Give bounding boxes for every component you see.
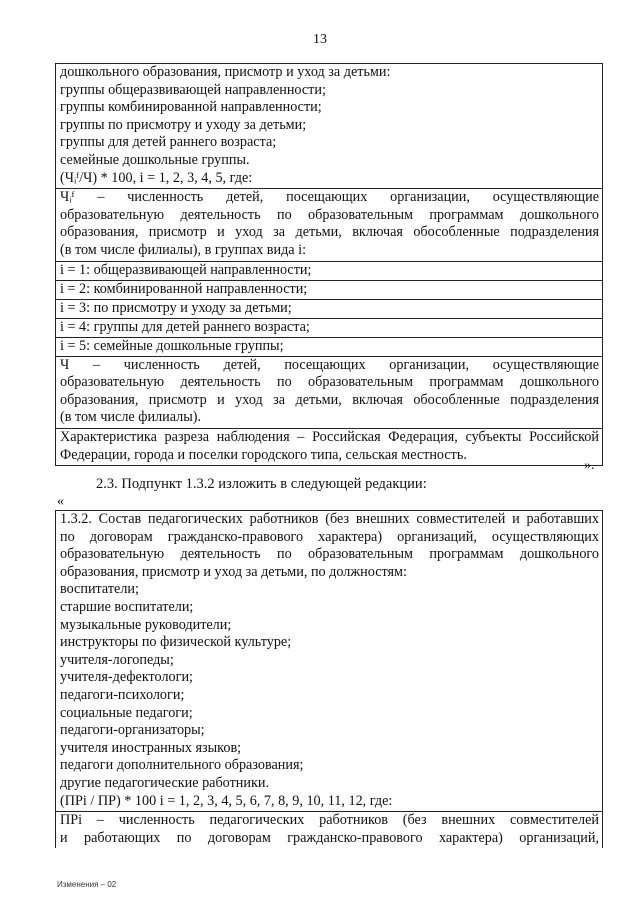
position-item: учителя-дефектологи; [60, 669, 193, 686]
subheading: 2.3. Подпункт 1.3.2 изложить в следующей редакции: [96, 476, 427, 492]
group-item: i = 2: комбинированной направленности; [56, 280, 602, 299]
definition-line: ПРi – численность педагогических работников (без внешних совместителей [60, 812, 599, 829]
intro-line: образования, присмотр и уход за детьми, по должностям: [60, 563, 407, 580]
definition-line: образования, присмотр и уход за детьми, включая обособленные подразделения [60, 224, 599, 241]
definition-cell [56, 356, 602, 428]
heading-line: семейные дошкольные группы. [60, 151, 250, 168]
definition-line: образования, присмотр и уход за детьми, включая обособленные подразделения [60, 391, 599, 408]
characteristic-cell [56, 428, 602, 465]
closing-quote: ». [584, 458, 595, 473]
position-item: музыкальные руководители; [60, 616, 232, 633]
indicator-table-2 [55, 510, 603, 848]
definition-line: (в том числе филиалы), в группах вида i: [60, 241, 307, 258]
definition-line: образовательную деятельность по образовательным программам дошкольного [60, 374, 599, 391]
heading-line: группы для детей раннего возраста; [60, 134, 277, 151]
formula-line: (Чᵢᶠ/Ч) * 100, i = 1, 2, 3, 4, 5, где: [60, 169, 253, 186]
intro-line: 1.3.2. Состав педагогических работников (без внешних совместителей и работавших [60, 511, 599, 527]
definition-cell [56, 811, 602, 848]
heading-line: группы общеразвивающей направленности; [60, 81, 326, 98]
definition-line: (в том числе филиалы). [60, 409, 202, 426]
definition-line: Чᵢᶠ – численность детей, посещающих организации, осуществляющие [60, 189, 599, 206]
position-item: педагоги-психологи; [60, 686, 185, 703]
position-item: воспитатели; [60, 581, 139, 598]
heading-cell [56, 64, 602, 188]
characteristic-line: Федерации, города и поселки городского типа, сельская местность. [60, 446, 467, 463]
definition-line: Ч – численность детей, посещающих организации, осуществляющие [60, 356, 599, 373]
formula-line: (ПРi / ПР) * 100 i = 1, 2, 3, 4, 5, 6, 7, 8, 9, 10, 11, 12, где: [60, 792, 393, 809]
opening-quote: « [57, 494, 64, 509]
heading-line: дошкольного образования, присмотр и уход за детьми: [60, 64, 391, 80]
group-item: i = 1: общеразвивающей направленности; [56, 261, 602, 280]
position-item: учителя-логопеды; [60, 651, 174, 668]
position-item: педагоги дополнительного образования; [60, 757, 304, 774]
heading-line: группы по присмотру и уходу за детьми; [60, 116, 307, 133]
heading-line: группы комбинированной направленности; [60, 99, 322, 116]
group-item: i = 5: семейные дошкольные группы; [56, 337, 602, 356]
indicator-table-1 [55, 63, 603, 466]
intro-line: по договорам гражданско-правового характера) организаций, осуществляющих [60, 528, 599, 545]
position-item: старшие воспитатели; [60, 598, 194, 615]
group-item: i = 3: по присмотру и уходу за детьми; [56, 299, 602, 318]
characteristic-line: Характеристика разреза наблюдения – Российская Федерация, субъекты Российской [60, 428, 599, 445]
definition-cell [56, 188, 602, 260]
position-item: социальные педагоги; [60, 704, 193, 721]
position-item: инструкторы по физической культуре; [60, 634, 292, 651]
definition-line: образовательную деятельность по образовательным программам дошкольного [60, 206, 599, 223]
position-item: другие педагогические работники. [60, 774, 270, 791]
footer-revision: Изменения – 02 [57, 880, 117, 889]
intro-line: образовательную деятельность по образовательным программам дошкольного [60, 546, 599, 563]
group-item: i = 4: группы для детей раннего возраста; [56, 318, 602, 337]
position-item: педагоги-организаторы; [60, 722, 205, 739]
position-item: учителя иностранных языков; [60, 739, 242, 756]
page-number: 13 [313, 32, 327, 47]
positions-cell [56, 511, 602, 811]
definition-line: и работающих по договорам гражданско-правового характера) организаций, [60, 829, 599, 846]
